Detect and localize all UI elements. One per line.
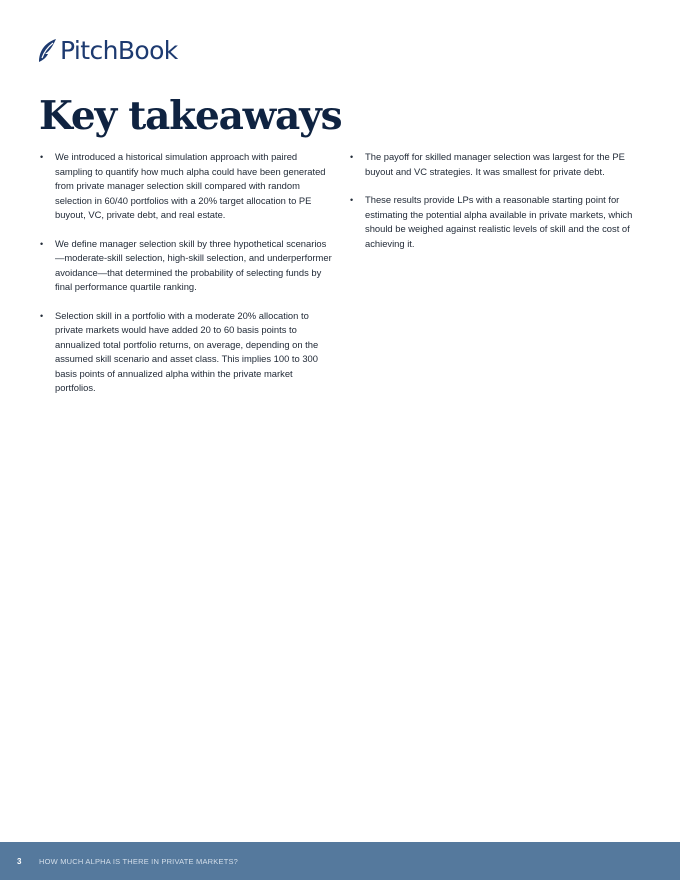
report-title: HOW MUCH ALPHA IS THERE IN PRIVATE MARKETS? — [39, 856, 239, 866]
bullet-icon: • — [350, 152, 354, 162]
takeaways-left-column — [40, 150, 332, 410]
takeaway-text: We define manager selection skill by three hypothetical scenarios—moderate-skill selection, high-skill selection, and underperformer avoidance—that determined the probability of selecting funds by final performance quartile ranking. — [55, 237, 332, 292]
page-footer — [0, 842, 680, 880]
takeaway-text: We introduced a historical simulation approach with paired sampling to quantify how much alpha could have been generated from private manager selection skill compared with random selection in 60/40 portfolios with a 20% target allocation to PE buyout, VC, private debt, and real estate. — [55, 151, 326, 220]
page-number: 3 — [17, 856, 22, 866]
takeaway-item — [350, 193, 642, 251]
takeaway-item — [350, 150, 642, 179]
logo-wordmark: PitchBook — [60, 36, 178, 65]
bullet-icon: • — [350, 195, 354, 205]
pitchbook-logo — [36, 36, 178, 66]
bullet-icon: • — [40, 238, 44, 249]
takeaway-item — [40, 150, 332, 223]
takeaway-item — [40, 309, 332, 396]
page-title: Key takeaways — [39, 93, 342, 139]
takeaways-right-column — [350, 150, 642, 265]
takeaway-text: Selection skill in a portfolio with a moderate 20% allocation to private markets would have added 20 to 60 basis points to annualized total portfolio returns, on average, depending on the assumed skill scenario and asset class. This implies 100 to 300 basis points of annualized alpha within the private market portfolios. — [55, 309, 319, 393]
bullet-icon: • — [40, 310, 44, 321]
bullet-icon: • — [40, 152, 44, 162]
feather-logo-icon — [36, 38, 58, 64]
takeaway-item — [40, 237, 332, 295]
takeaway-text: The payoff for skilled manager selection was largest for the PE buyout and VC strategies. It was smallest for private debt. — [365, 151, 625, 177]
takeaway-text: These results provide LPs with a reasonable starting point for estimating the potential alpha available in private markets, which should be weighed against realistic levels of skill and the cost of achieving it. — [365, 194, 633, 249]
